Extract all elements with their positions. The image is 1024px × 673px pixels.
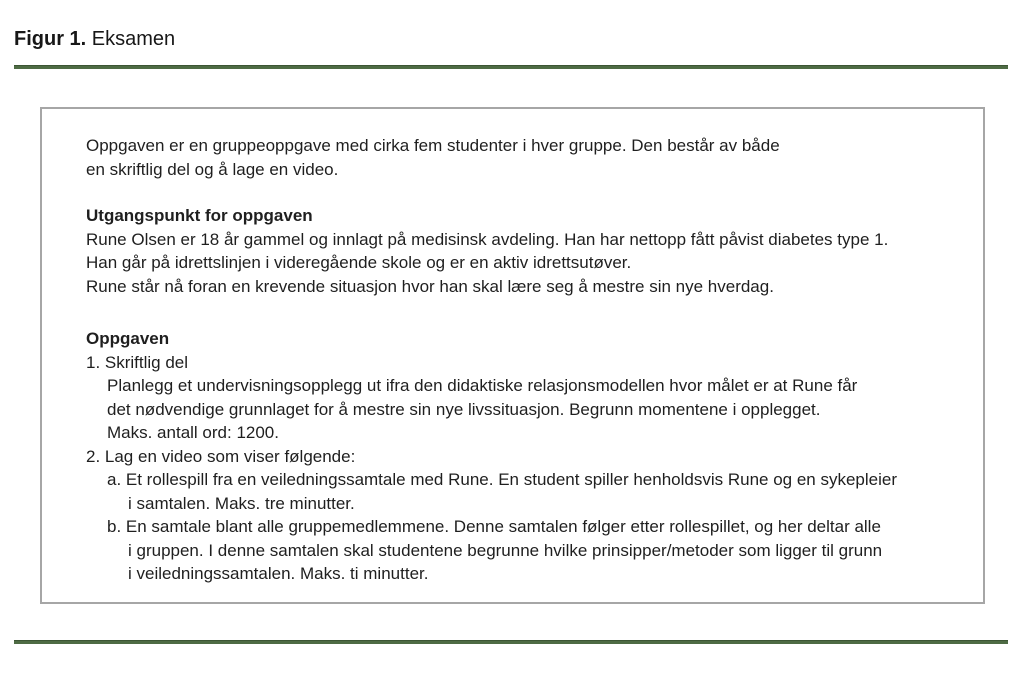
task-line: det nødvendige grunnlaget for å mestre sin nye livssituasjon. Begrunn momentene i opplegget.	[107, 399, 821, 419]
task-section-heading: Oppgaven	[86, 329, 170, 348]
task-line: i gruppen. I denne samtalen skal studentene begrunne hvilke prinsipper/metoder som ligger til grunn	[128, 540, 883, 560]
top-divider-rule	[14, 65, 1008, 69]
background-section-heading: Utgangspunkt for oppgaven	[86, 206, 313, 225]
task-line-lettered: b. En samtale blant alle gruppemedlemmene. Denne samtalen følger etter rollespillet, og her deltar alle	[107, 517, 881, 536]
background-line: Rune står nå foran en krevende situasjon hvor han skal lære seg å mestre sin nye hverdag.	[86, 276, 774, 296]
task-line: Maks. antall ord: 1200.	[107, 423, 279, 442]
exam-task-box	[40, 107, 985, 604]
figure-caption-label: Figur 1.	[14, 28, 87, 50]
task-line-numbered: 2. Lag en video som viser følgende:	[86, 446, 356, 466]
background-line: Han går på idrettslinjen i videregående skole og er en aktiv idrettsutøver.	[86, 253, 632, 272]
task-line-numbered: 1. Skriftlig del	[86, 352, 189, 372]
task-line: i veiledningssamtalen. Maks. ti minutter.	[128, 564, 429, 583]
intro-line: en skriftlig del og å lage en video.	[86, 159, 339, 179]
intro-line: Oppgaven er en gruppeoppgave med cirka fem studenter i hver gruppe. Den består av både	[86, 136, 780, 155]
task-line-lettered: a. Et rollespill fra en veiledningssamtale med Rune. En student spiller henholdsvis Rune og en sykepleier	[107, 470, 897, 489]
task-line: Planlegg et undervisningsopplegg ut ifra den didaktiske relasjonsmodellen hvor målet er at Rune får	[107, 376, 858, 395]
figure-caption-title: Eksamen	[86, 28, 176, 50]
background-line: Rune Olsen er 18 år gammel og innlagt på medisinsk avdeling. Han har nettopp fått påvist diabetes type 1.	[86, 229, 889, 249]
bottom-divider-rule	[14, 640, 1008, 644]
task-line: i samtalen. Maks. tre minutter.	[128, 493, 355, 513]
figure-caption	[14, 26, 175, 52]
